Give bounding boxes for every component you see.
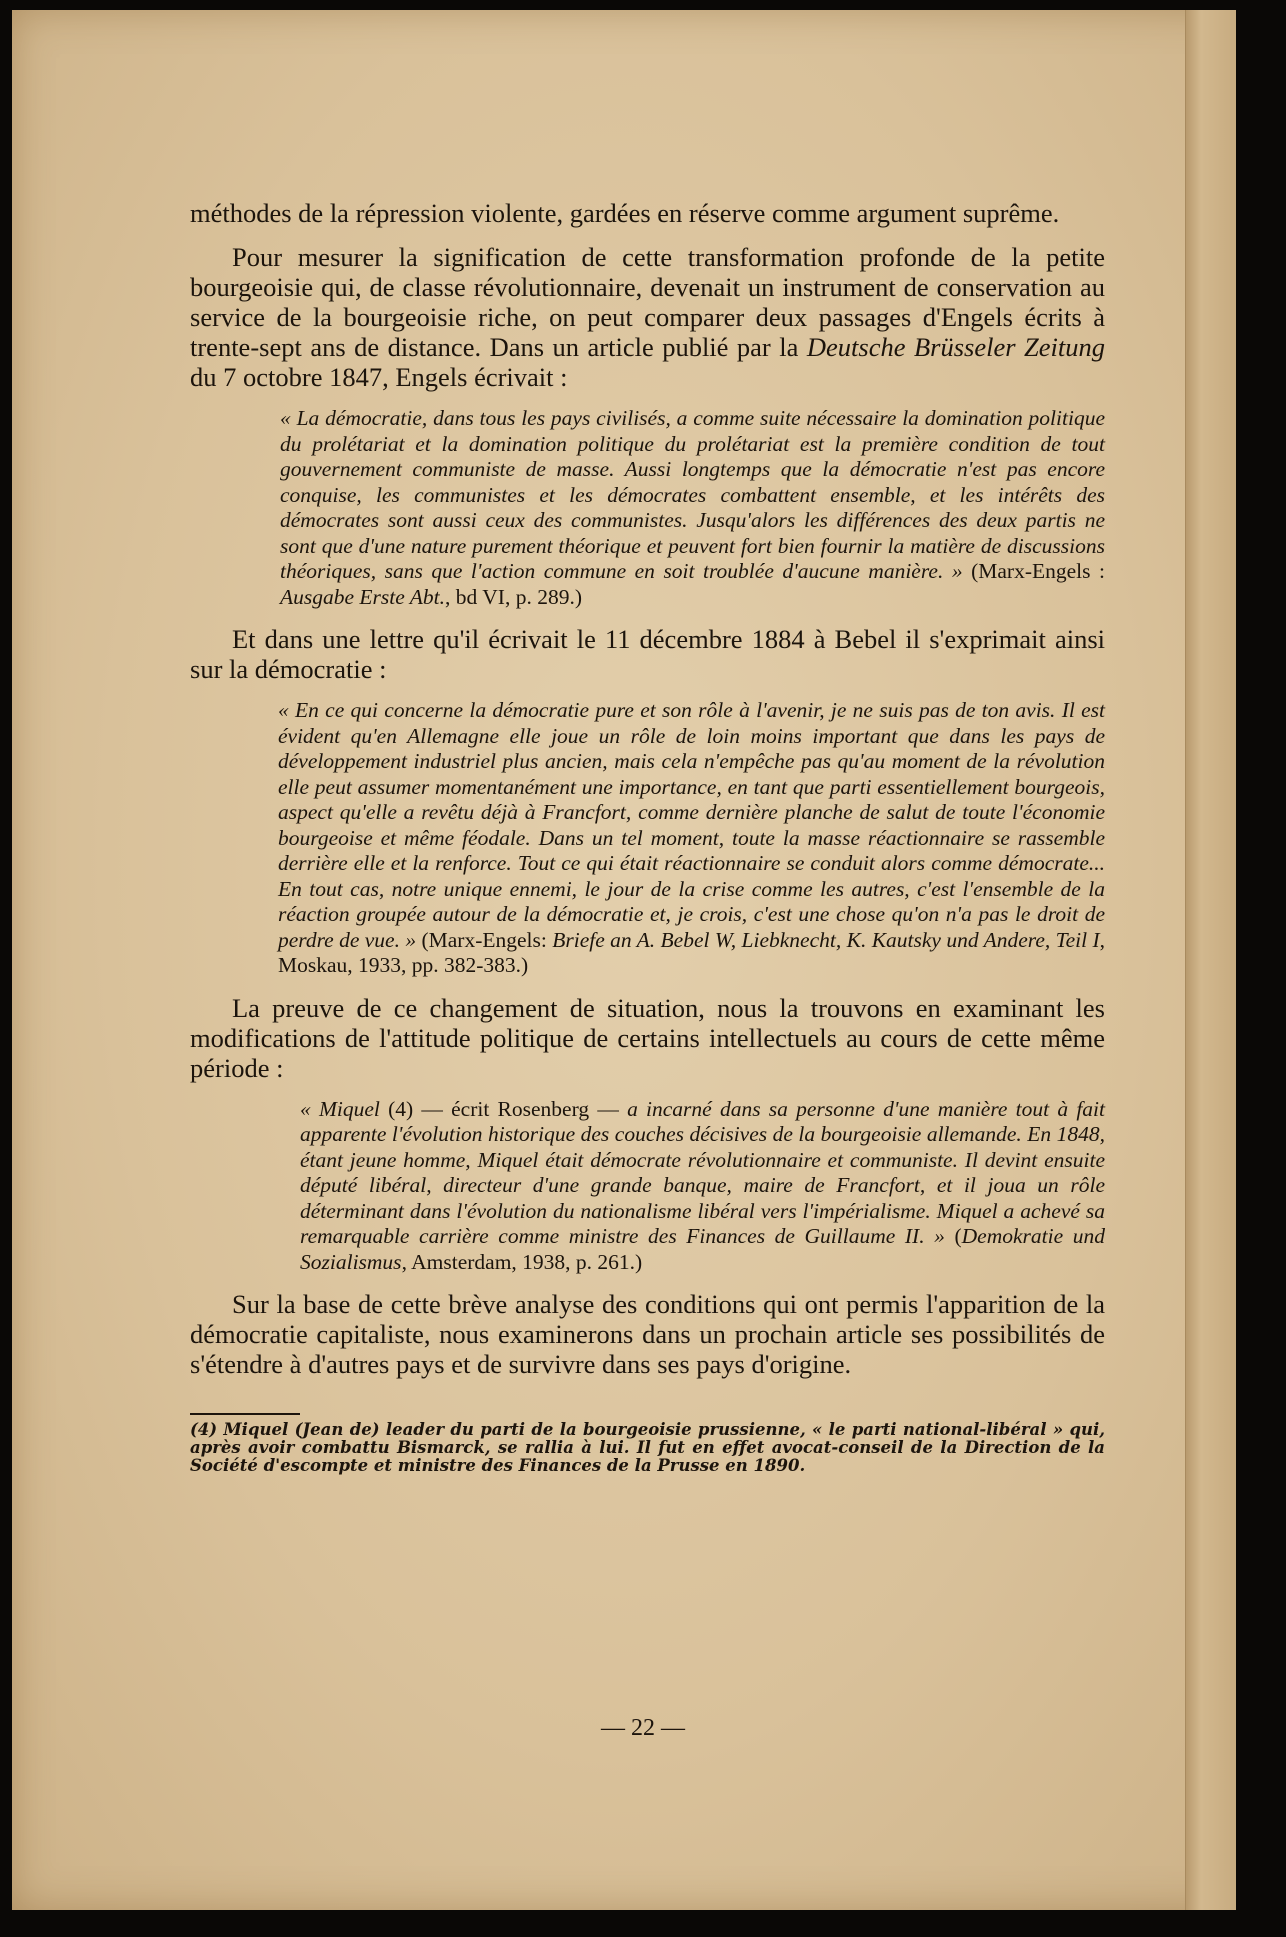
- paragraph-intellectuals: La preuve de ce changement de situation, nous la trouvons en examinant les modifications de l'attitude politique de certains intellectuels au cours de cette même période :: [190, 992, 1105, 1083]
- quote-rosenberg: « Miquel (4) — écrit Rosenberg — a incarné dans sa personne d'une manière tout à fait apparente l'évolution historique des couches décisives de la bourgeoisie allemande. En 1848, étant jeune homme, Miquel était démocrate révolutionnaire et communiste. Il devint ensuite député libéral, directeur d'une grande banque, maire de Francfort, et il joua un rôle déterminant dans l'évolution du nationalisme libéral vers l'impérialisme. Miquel a achevé sa remarquable carrière comme ministre des Finances de Guillaume II. » (Demokratie und Sozialismus, Amsterdam, 1938, p. 261.): [300, 1096, 1105, 1274]
- quote-source-title: Briefe an A. Bebel W, Liebknecht, K. Kautsky und Andere, Teil I: [552, 927, 1100, 952]
- quote-engels-1847: « La démocratie, dans tous les pays civilisés, a comme suite nécessaire la domination politique du prolétariat et la domination politique du prolétariat est la première condition de tout gouvernement communiste de masse. Aussi longtemps que la démocratie n'est pas encore conquise, les communistes et les démocrates combattent ensemble, et les intérêts des démocrates sont aussi ceux des communistes. Jusqu'alors les différences des deux partis ne sont que d'une nature purement théorique et peuvent fort bien fournir la matière de discussions théoriques, sans que l'action commune en soit troublée d'aucune manière. » (Marx-Engels : Ausgabe Erste Abt., bd VI, p. 289.): [280, 406, 1105, 609]
- page-spine-edge: [1185, 10, 1236, 1910]
- page-number: — 22 —: [601, 1715, 685, 1741]
- paragraph-conclusion: Sur la base de cette brève analyse des conditions qui ont permis l'apparition de la démocratie capitaliste, nous examinerons dans un prochain article ses possibilités de s'étendre à d'autres pays et de survivre dans ses pays d'origine.: [190, 1289, 1105, 1379]
- page-content: [190, 198, 1105, 1475]
- quote-source-title: Demokratie und Sozialismus: [300, 1224, 1105, 1274]
- footnote-divider: [190, 1413, 300, 1415]
- quote-engels-1884: « En ce qui concerne la démocratie pure et son rôle à l'avenir, je ne suis pas de ton avis. Il est évident qu'en Allemagne elle joue un rôle de loin moins important que dans les pays de développement industriel plus ancien, mais cela n'empêche pas qu'au moment de la révolution elle peut assumer momentanément une importance, en tant que parti essentiellement bourgeois, aspect qu'elle a revêtu déjà à Francfort, comme dernière planche de salut de toute l'économie bourgeoise et même féodale. Dans un tel moment, toute la masse réactionnaire se rassemble derrière elle et la renforce. Tout ce qui était réactionnaire se conduit alors comme démocrate... En tout cas, notre unique ennemi, le jour de la crise comme les autres, c'est l'ensemble de la réaction groupée autour de la démocratie et, je crois, c'est une chose qu'on n'a pas le droit de perdre de vue. » (Marx-Engels: Briefe an A. Bebel W, Liebknecht, K. Kautsky und Andere, Teil I, Moskau, 1933, pp. 382-383.): [278, 698, 1105, 977]
- quote-source-title: Ausgabe Erste Abt.: [280, 584, 446, 609]
- paragraph-continuation: méthodes de la répression violente, gardées en réserve comme argument suprême.: [190, 198, 1060, 228]
- newspaper-title: Deutsche Brüsseler Zeitung: [806, 332, 1105, 362]
- paragraph-engels-intro: Pour mesurer la signification de cette transformation profonde de la petite bourgeoisie qui, de classe révolutionnaire, devenait un instrument de conservation au service de la bourgeoisie riche, on peut comparer deux passages d'Engels écrits à trente-sept ans de distance. Dans un article publié par la Deutsche Brüsseler Zeitung du 7 octobre 1847, Engels écrivait :: [190, 242, 1105, 392]
- footnote: (4) Miquel (Jean de) leader du parti de la bourgeoisie prussienne, « le parti national-libéral » qui, après avoir combattu Bismarck, se rallia à lui. Il fut en effet avocat-conseil de la Direction de la Société d'escompte et ministre des Finances de la Prusse en 1890.: [190, 1420, 1105, 1475]
- paragraph-bebel-letter: Et dans une lettre qu'il écrivait le 11 décembre 1884 à Bebel il s'exprimait ainsi sur la démocratie :: [190, 624, 1105, 684]
